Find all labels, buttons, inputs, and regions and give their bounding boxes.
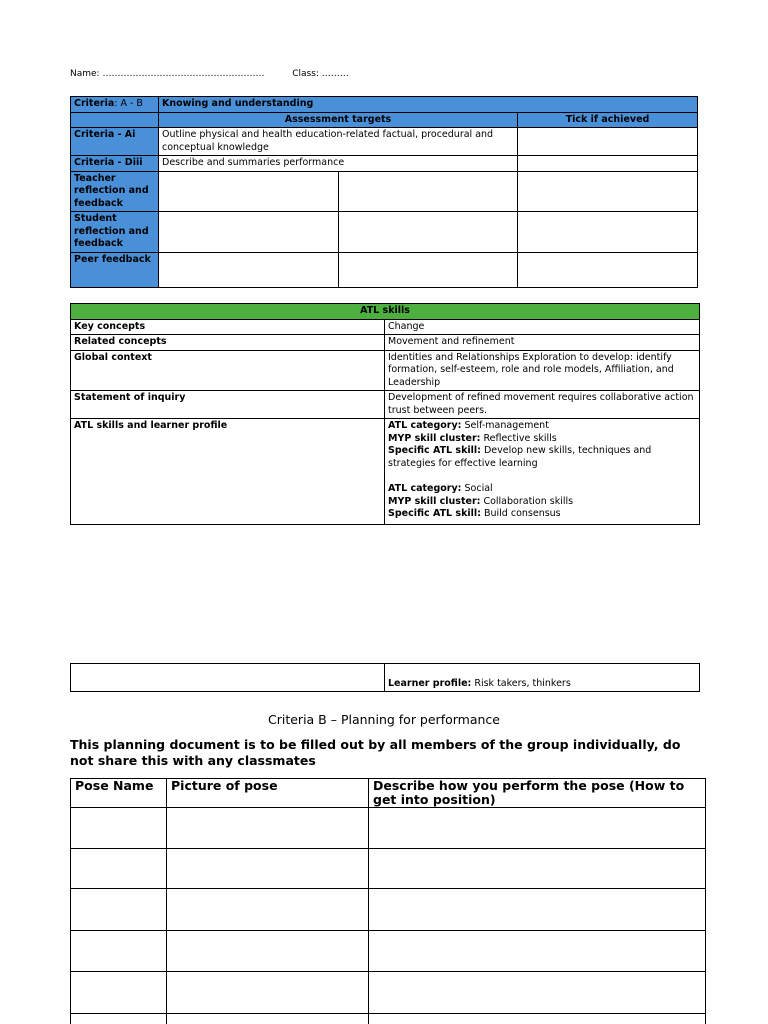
pose-row — [71, 889, 706, 931]
peer-feedback-label: Peer feedback — [71, 252, 159, 287]
pose-row — [71, 1014, 706, 1024]
criteria-ai-row — [71, 128, 698, 156]
atl-skills-table — [70, 303, 700, 525]
pose-row — [71, 972, 706, 1014]
related-concepts-value: Movement and refinement — [385, 335, 700, 351]
planning-instruction: This planning document is to be filled out by all members of the group individually, do not share this with any classmates — [70, 737, 681, 768]
criteria-header-row — [71, 97, 698, 113]
key-concepts-value: Change — [385, 319, 700, 335]
column-header-row — [71, 112, 698, 128]
atl-learner-profile-value: ATL category: Self-management MYP skill cluster: Reflective skills Specific ATL skill: Develop new skills, techniques and strategies for effective learning ATL category: Social MYP skill cluster: Collaboration skills Specific ATL skill: Build consensus — [385, 419, 700, 525]
pose-row — [71, 808, 706, 849]
name-field[interactable]: Name: ……………………………………………… — [70, 69, 265, 79]
col-tick-if-achieved: Tick if achieved — [518, 112, 698, 128]
criteria-b-heading: Criteria B – Planning for performance — [268, 712, 500, 727]
teacher-feedback-cell[interactable] — [159, 171, 339, 212]
pose-row — [71, 931, 706, 972]
key-concepts-label: Key concepts — [71, 319, 385, 335]
teacher-feedback-label: Teacher reflection and feedback — [71, 171, 159, 212]
peer-feedback-cell[interactable] — [159, 252, 339, 287]
statement-of-inquiry-value: Development of refined movement requires collaborative action trust between peers. — [385, 391, 700, 419]
col-describe-pose: Describe how you perform the pose (How to get into position) — [369, 779, 706, 808]
criteria-title: Knowing and understanding — [159, 97, 698, 113]
pose-row — [71, 849, 706, 889]
global-context-value: Identities and Relationships Exploration to develop: identify formation, self-esteem, role and role models, Affiliation, and Leadership — [385, 350, 700, 391]
criteria-diii-tick-cell[interactable] — [518, 156, 698, 172]
atl-learner-profile-label: ATL skills and learner profile — [71, 419, 385, 525]
criteria-ai-tick-cell[interactable] — [518, 128, 698, 156]
criteria-ai-label: Criteria - Ai — [71, 128, 159, 156]
student-feedback-cell[interactable] — [159, 212, 339, 253]
criteria-diii-text: Describe and summaries performance — [159, 156, 518, 172]
criteria-diii-row — [71, 156, 698, 172]
learner-profile-table — [70, 663, 700, 692]
criteria-ai-text: Outline physical and health education-related factual, procedural and conceptual knowledge — [159, 128, 518, 156]
pose-table — [70, 778, 706, 1024]
name-class-line — [70, 69, 349, 79]
atl-skills-title: ATL skills — [71, 304, 700, 320]
pose-table-header — [71, 779, 706, 808]
related-concepts-label: Related concepts — [71, 335, 385, 351]
col-assessment-targets: Assessment targets — [159, 112, 518, 128]
criteria-label-cell: Criteria: A - B — [71, 97, 159, 113]
statement-of-inquiry-label: Statement of inquiry — [71, 391, 385, 419]
learner-profile-value: Learner profile: Risk takers, thinkers — [385, 664, 700, 692]
class-field[interactable]: Class: ……… — [292, 69, 349, 79]
global-context-label: Global context — [71, 350, 385, 391]
student-feedback-row — [71, 212, 698, 253]
criteria-diii-label: Criteria - Diii — [71, 156, 159, 172]
peer-feedback-row — [71, 252, 698, 287]
col-picture-of-pose: Picture of pose — [167, 779, 369, 808]
learner-profile-empty-cell — [71, 664, 385, 692]
col-pose-name: Pose Name — [71, 779, 167, 808]
student-feedback-label: Student reflection and feedback — [71, 212, 159, 253]
assessment-table — [70, 96, 698, 288]
teacher-feedback-row — [71, 171, 698, 212]
